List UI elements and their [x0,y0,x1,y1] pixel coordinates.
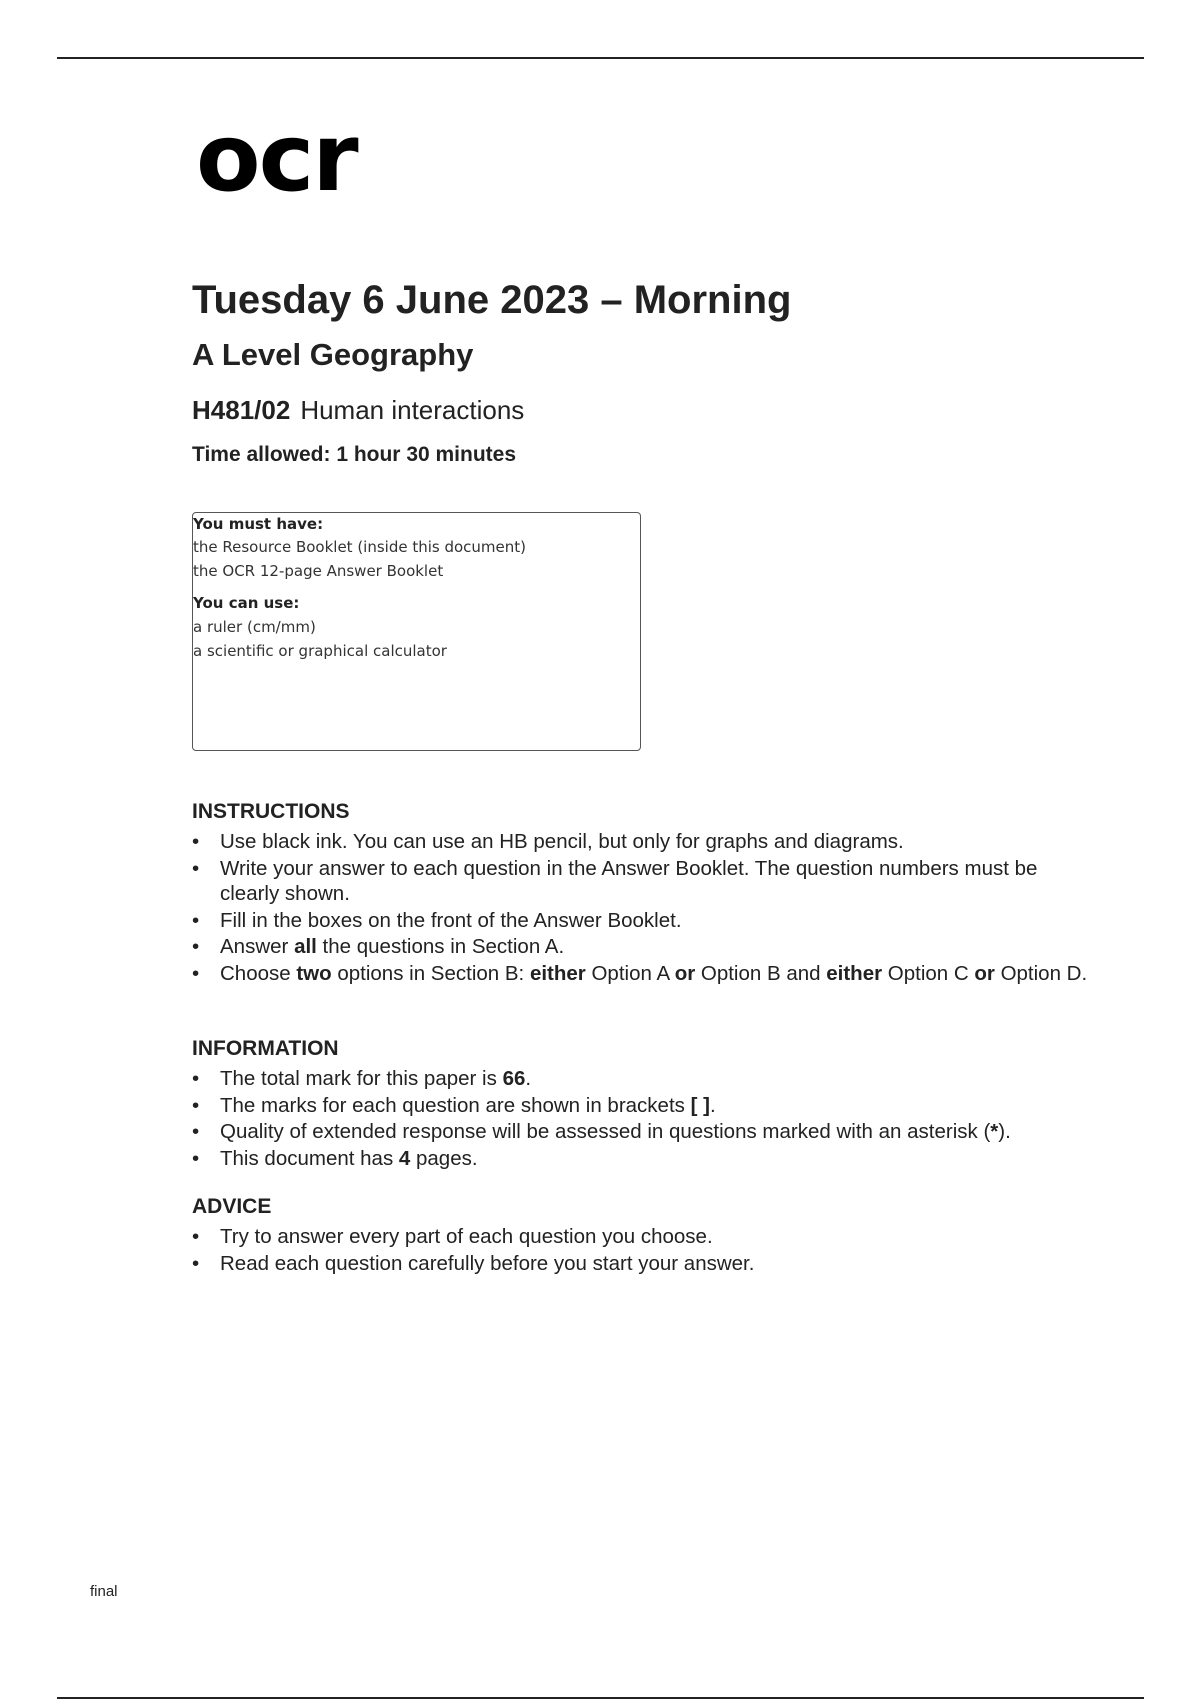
can-use-item: a scientific or graphical calculator [193,642,447,660]
ocr-logo: ocr [196,104,357,213]
information-list [192,1066,1092,1171]
information-item: • This document has 4 pages. [192,1146,478,1170]
paper-line [192,395,524,426]
bullet-icon: • [192,1120,200,1143]
paper-title: Human interactions [300,395,525,425]
bullet-icon: • [192,935,200,958]
requirements-box [192,512,641,751]
information-item: • The marks for each question are shown in brackets [ ]. [192,1093,716,1117]
bullet-icon: • [192,1251,200,1275]
advice-section [192,1194,1092,1277]
bullet-icon: • [192,1093,200,1117]
information-section [192,1036,1092,1172]
bullet-icon: • [192,856,200,880]
top-rule [57,57,1144,59]
advice-heading: ADVICE [192,1195,272,1218]
can-use-label: You can use: [193,594,300,612]
bottom-rule [57,1697,1144,1699]
bullet-icon: • [192,1067,200,1090]
paper-code: H481/02 [192,395,291,425]
instruction-item: • Fill in the boxes on the front of the Answer Booklet. [192,908,682,932]
must-have-item: the OCR 12-page Answer Booklet [193,562,444,580]
bullet-icon: • [192,961,200,985]
advice-item: • Try to answer every part of each question you choose. [192,1225,713,1248]
information-item: • Quality of extended response will be assessed in questions marked with an asterisk (*). [192,1120,1011,1143]
must-have-item: the Resource Booklet (inside this document) [193,538,527,556]
instruction-item: • Choose two options in Section B: either Option A or Option B and either Option C or Option D. [192,961,1088,985]
instructions-section [192,799,1092,987]
instructions-heading: INSTRUCTIONS [192,800,350,823]
subject-title: A Level Geography [192,337,474,372]
information-heading: INFORMATION [192,1037,339,1060]
bullet-icon: • [192,908,200,932]
bullet-icon: • [192,830,200,853]
advice-item: • Read each question carefully before you start your answer. [192,1251,755,1275]
instructions-list [192,829,1092,986]
must-have-label: You must have: [193,515,324,533]
bullet-icon: • [192,1146,200,1170]
bullet-icon: • [192,1225,200,1248]
instruction-item: • Write your answer to each question in the Answer Booklet. The question numbers must be clearly shown. [192,856,1038,905]
instruction-item: • Use black ink. You can use an HB pencil, but only for graphs and diagrams. [192,830,904,853]
exam-date: Tuesday 6 June 2023 – Morning [192,278,792,322]
can-use-item: a ruler (cm/mm) [193,618,316,636]
footer-note: final [90,1583,118,1600]
advice-list [192,1224,1092,1276]
instruction-item: • Answer all the questions in Section A. [192,935,565,958]
time-allowed: Time allowed: 1 hour 30 minutes [192,443,517,466]
information-item: • The total mark for this paper is 66. [192,1067,532,1090]
